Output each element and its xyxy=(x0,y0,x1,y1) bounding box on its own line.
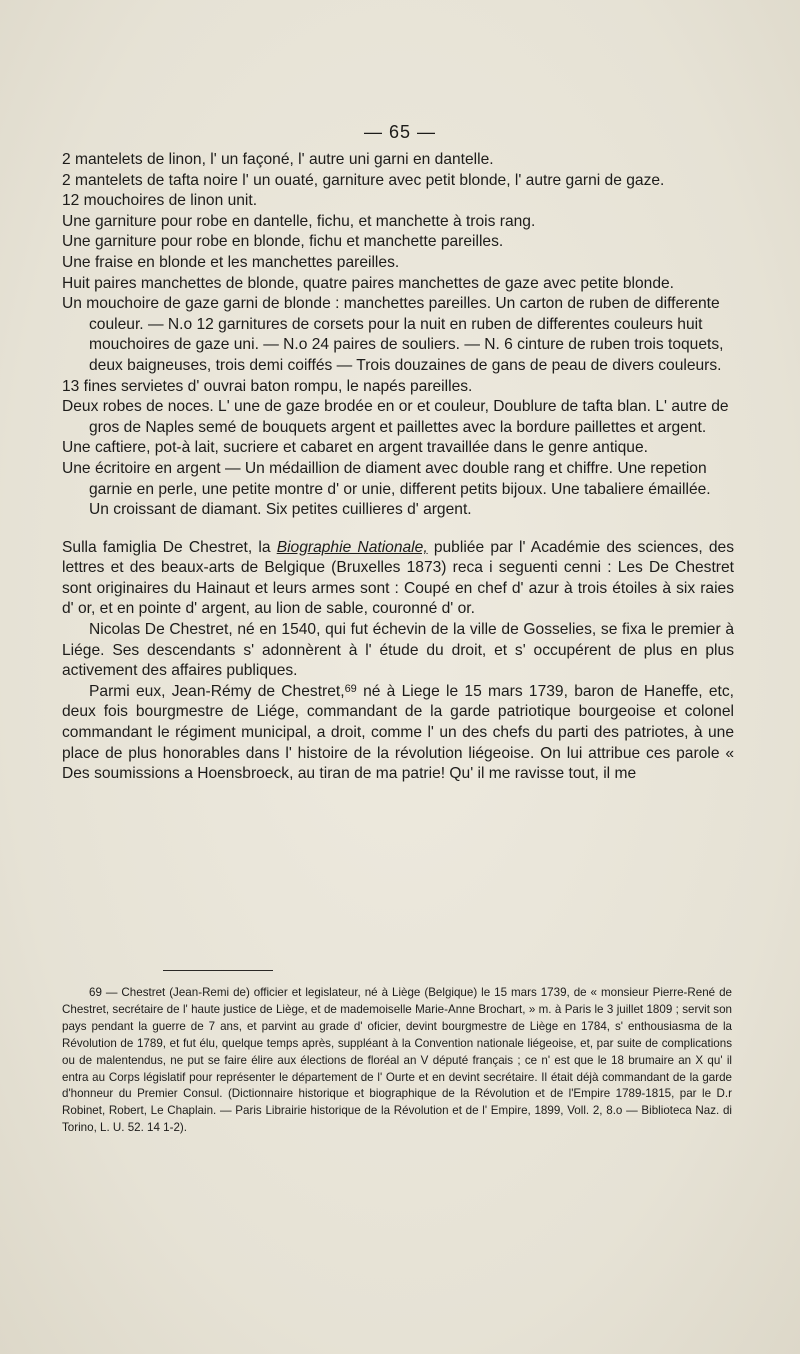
inventory-item: 12 mouchoires de linon unit. xyxy=(62,192,258,210)
inventory-item: Un mouchoire de gaze garni de blonde : manchettes pareilles. Un carton de ruben de differente couleur. — N.o 12 garnitures de corsets pour la nuit en ruben de differentes couleurs huit mouchoires de gaze uni. — N.o 24 paires de souliers. — N. 6 cinture de ruben trois toquets, deux baigneuses, trois demi coiffés — Trois douzaines de gans de peau de divers couleurs. xyxy=(62,295,724,374)
inventory-item: Une garniture pour robe en blonde, fichu et manchette pareilles. xyxy=(62,233,504,251)
main-text xyxy=(62,150,734,785)
inventory-item: Une garniture pour robe en dantelle, fichu, et manchette à trois rang. xyxy=(62,212,536,230)
page-number: — 65 — xyxy=(363,122,437,142)
footnote-69: 69 — Chestret (Jean-Remi de) officier et legislateur, né à Liège (Belgique) le 15 mars 1739, de « monsieur Pierre-René de Chestret, secrétaire de l' haute justice de Liège, et de mademoiselle Marie-Anne Brochart, » m. à Paris le 3 juillet 1809 ; servit son pays pendant la guerre de 7 ans, et parvint au grade d' oficier, devint bourgmestre de Liège en 1784, s' enthousiasma de la Révolution de 1789, et fut élu, quelque temps après, suppléant à la Convention nationale liégeoise, et, par suite de complications ou de malentendus, ne put se faire élire aux élections de floréal an V député français ; ce n' est que le 18 brumaire an X qu' il entra au Corps législatif pour représenter le département de l' Ourte et en devint secrétaire. Il était déjà commandant de la garde d'honneur du Premier Consul. (Dictionnaire historique et biographique de la Révolution et de l'Empire 1789-1815, par le D.r Robinet, Robert, Le Chaplain. — Paris Librairie historique de la Révolution et de l' Empire, 1899, Voll. 2, 8.o — Biblioteca Naz. di Torino, L. U. 52. 14 1-2). xyxy=(62,986,732,1135)
paragraph-text: né à Liege le 15 mars 1739, baron de Haneffe, etc, deux fois bourgmestre de Liége, commandant de la garde patriotique bourgeoise et colonel commandant le régiment municipal, a droit, comme l' un des chefs du parti des patriotes, à une place de plus honorables dans l' histoire de la révolution liégeoise. On lui attribue ces parole « Des soumissions a Hoensbroeck, au tiran de ma patrie! Qu' il me ravisse tout, il me xyxy=(62,682,734,783)
book-title: Biographie Nationale, xyxy=(276,538,428,556)
footnote-divider xyxy=(163,970,273,971)
inventory-item: Une fraise en blonde et les manchettes pareilles. xyxy=(62,253,400,271)
footnote-reference: 69 xyxy=(344,682,357,695)
inventory-item: 2 mantelets de linon, l' un façoné, l' autre uni garni en dantelle. xyxy=(62,151,494,168)
paragraph-jean-remy xyxy=(62,682,734,785)
inventory-item: Deux robes de noces. L' une de gaze brodée en or et couleur, Doublure de tafta blan. L' autre de gros de Naples semé de bouquets argent et paillettes avec la bordure paillettes et argent. xyxy=(62,398,729,436)
inventory-item: Huit paires manchettes de blonde, quatre paires manchettes de gaze avec petite blonde. xyxy=(62,274,675,292)
paragraph-text: publiée par l' Académie des sciences, des lettres et des beaux-arts de Belgique (Bruxelles 1873) reca i seguenti cenni : Les De Chestret sont originaires du Hainaut et leurs armes sont : Coupé en chef d' azur à trois étoiles à six raies d' or, et en pointe d' argent, au lion de sable, couronné d' or. xyxy=(62,538,734,618)
paragraph-text: Sulla famiglia De Chestret, la xyxy=(62,538,277,556)
inventory-item: Une écritoire en argent — Un médaillion de diament avec double rang et chiffre. Une repetion garnie en perle, une petite montre d' or unie, different petits bijoux. Une tabaliere émaillée. Un croissant de diamant. Six petites cuillieres d' argent. xyxy=(62,459,711,519)
paragraph-text: Parmi eux, Jean-Rémy de Chestret, xyxy=(89,682,345,700)
inventory-item: 13 fines servietes d' ouvrai baton rompu, le napés pareilles. xyxy=(62,377,473,395)
paragraph-biographie xyxy=(62,538,734,620)
inventory-item: Une caftiere, pot-à lait, sucriere et cabaret en argent travaillée dans le genre antique. xyxy=(62,439,648,457)
prose-section xyxy=(62,538,734,785)
inventory-list xyxy=(62,150,734,521)
paragraph-nicolas: Nicolas De Chestret, né en 1540, qui fut échevin de la ville de Gosselies, se fixa le premier à Liége. Ses descendants s' adonnèrent à l' étude du droit, et s' occupérent de plus en plus activement des affaires publiques. xyxy=(62,621,734,680)
inventory-item: 2 mantelets de tafta noire l' un ouaté, garniture avec petit blonde, l' autre garni de gaze. xyxy=(62,171,665,189)
